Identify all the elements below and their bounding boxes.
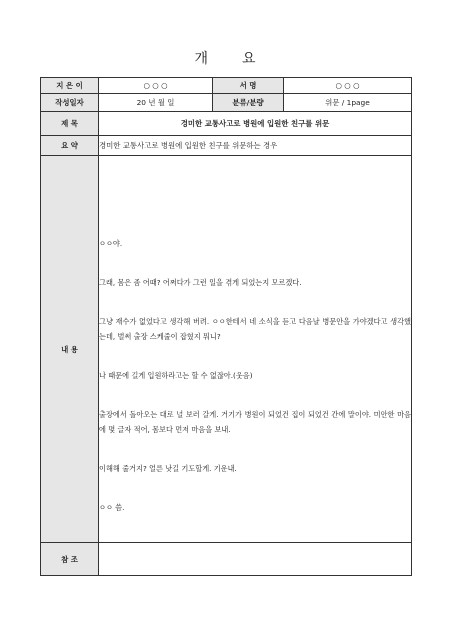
overview-form bbox=[40, 77, 412, 576]
content-label: 내 용 bbox=[41, 156, 99, 543]
title-char-1: 개 bbox=[194, 51, 208, 67]
reference-value bbox=[99, 543, 412, 576]
summary-value: 경미한 교통사고로 병원에 입원한 친구를 위문하는 경우 bbox=[99, 136, 412, 156]
summary-row bbox=[41, 136, 412, 156]
letter-paragraph: 그냥 재수가 없었다고 생각해 버려. ㅇㅇ한테서 네 소식을 듣고 다음날 병문안을 가야겠다고 생각했는데, 벌써 출장 스케줄이 잡혔지 뭐니? bbox=[99, 316, 411, 341]
letter-signoff: ㅇㅇ 씀. bbox=[99, 502, 125, 512]
signature-value: ○ ○ ○ bbox=[284, 78, 412, 94]
subject-label: 제 목 bbox=[41, 112, 99, 136]
author-label: 지 은 이 bbox=[41, 78, 99, 94]
letter-paragraph: 그래, 몸은 좀 어때? 어쩌다가 그런 일을 겪게 되었는지 모르겠다. bbox=[99, 277, 302, 287]
date-value: 20 년 월 일 bbox=[99, 94, 213, 112]
author-row bbox=[41, 78, 412, 94]
date-row bbox=[41, 94, 412, 112]
letter-paragraph: 나 때문에 길게 입원하라고는 할 수 없잖아.(웃음) bbox=[99, 370, 253, 380]
summary-label: 요 약 bbox=[41, 136, 99, 156]
reference-label: 참 조 bbox=[41, 543, 99, 576]
letter-greeting: ㅇㅇ야. bbox=[99, 238, 123, 248]
letter-paragraph: 출장에서 돌아오는 대로 널 보러 갈게. 거기가 병원이 되었건 집이 되었건 간에 말이야. 미안한 마음에 몇 글자 적어, 몸보다 먼저 마음을 보내. bbox=[99, 409, 411, 434]
title-char-2: 요 bbox=[242, 51, 256, 67]
category-value: 위문 / 1page bbox=[284, 94, 412, 112]
signature-label: 서 명 bbox=[213, 78, 284, 94]
letter-paragraph: 이해해 줄거지? 얼른 낫길 기도할게. 기운내. bbox=[99, 463, 237, 473]
subject-value: 경미한 교통사고로 병원에 입원한 친구를 위문 bbox=[99, 112, 412, 136]
author-value: ○ ○ ○ bbox=[99, 78, 213, 94]
subject-row bbox=[41, 112, 412, 136]
letter-body bbox=[99, 156, 412, 543]
page-title bbox=[0, 48, 450, 68]
category-label: 분류/분량 bbox=[213, 94, 284, 112]
reference-row bbox=[41, 543, 412, 576]
content-row bbox=[41, 156, 412, 543]
date-label: 작성일자 bbox=[41, 94, 99, 112]
